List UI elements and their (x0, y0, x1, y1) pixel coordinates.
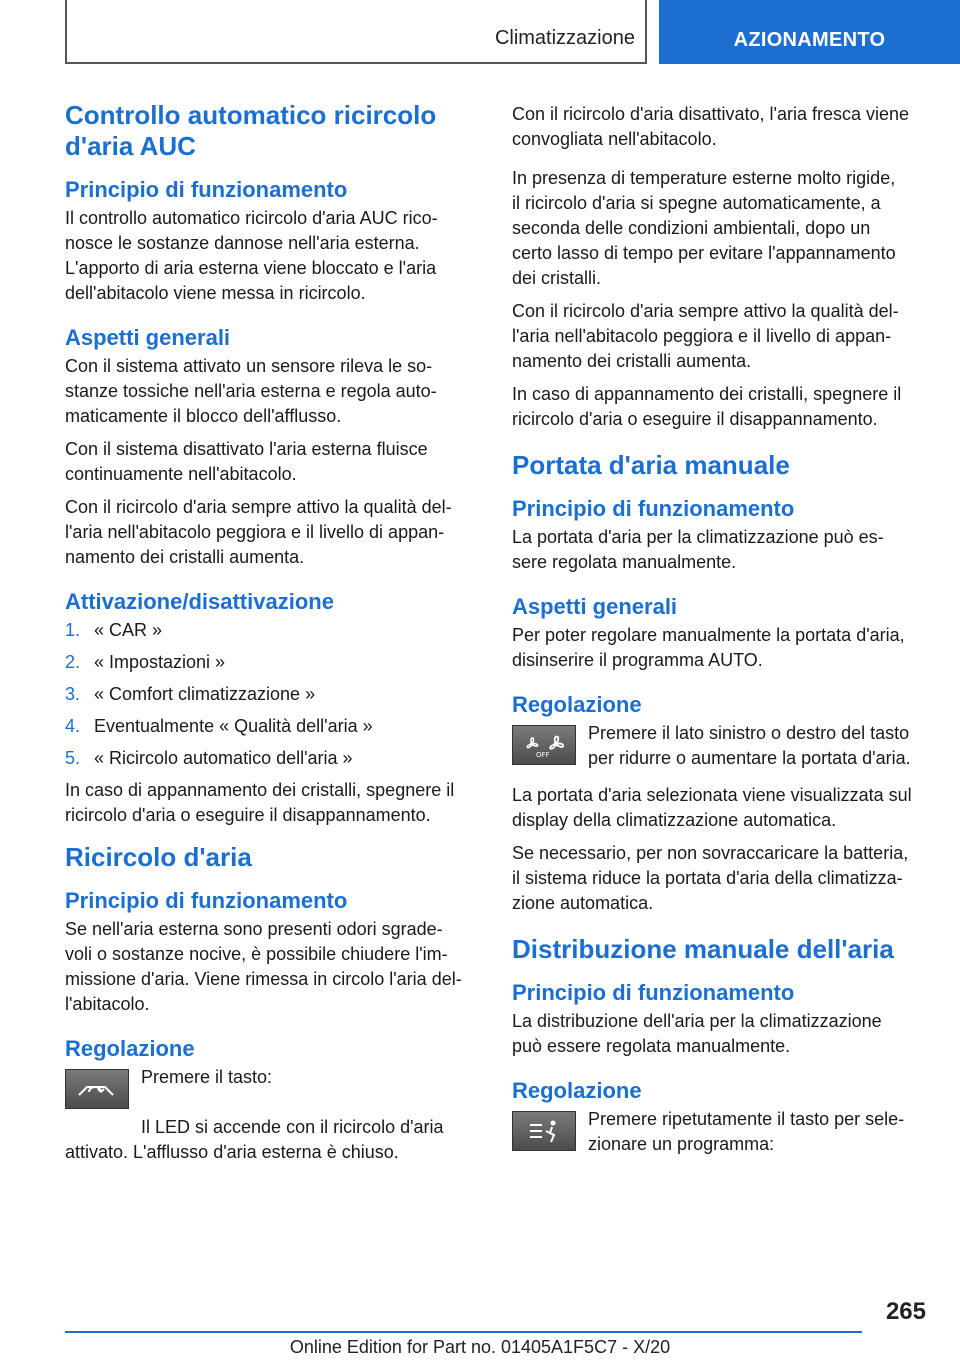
right-paragraph-1 (512, 102, 928, 152)
step-number: 2. (65, 652, 81, 672)
air-recirculation-icon (65, 1069, 129, 1109)
step-number: 5. (65, 748, 81, 768)
text-line: zionare un programma: (588, 1134, 775, 1154)
header-chapter-title: AZIONAMENTO (733, 29, 886, 51)
aspetti-paragraph-1 (65, 354, 481, 429)
text-line: Premere il lato sinistro o destro del tasto (588, 723, 910, 743)
text-line: l'aria nell'abitacolo peggiora e il livello di appan- (512, 326, 892, 346)
text-line: La distribuzione dell'aria per la climatizzazione (512, 1011, 882, 1031)
text-line: può essere regolata manualmente. (512, 1036, 791, 1056)
regolazione-heading: Regolazione (512, 1078, 642, 1103)
steps-list (65, 618, 481, 771)
aspetti-paragraph-2 (65, 437, 481, 487)
text-line: In caso di appannamento dei cristalli, spegnere il (512, 384, 902, 404)
footer-edition: Online Edition for Part no. 01405A1F5C7 - X/20 (289, 1337, 671, 1357)
aspetti-heading: Aspetti generali (65, 325, 231, 350)
svg-text:OFF: OFF (536, 751, 550, 758)
principio-heading: Principio di funzionamento (512, 980, 795, 1005)
recirc-led-text-cont (65, 1140, 481, 1165)
aspetti-heading: Aspetti generali (512, 594, 678, 619)
footer-divider (65, 1331, 862, 1333)
text-line: stanze tossiche nell'aria esterna e regola auto- (65, 381, 437, 401)
text-line: Con il sistema attivato un sensore rileva le so- (65, 356, 433, 376)
text-line: zione automatica. (512, 893, 654, 913)
text-line: Il controllo automatico ricircolo d'aria AUC rico- (65, 208, 438, 228)
distribution-button-row (512, 1107, 928, 1157)
text-line: Con il ricircolo d'aria sempre attivo la qualità del- (65, 497, 452, 517)
text-line: ricircolo d'aria o eseguire il disappannamento. (512, 409, 878, 429)
fan-button-row (512, 721, 928, 771)
left-column (65, 100, 481, 1173)
text-line: sere regolata manualmente. (512, 552, 737, 572)
auc-heading-line1: Controllo automatico ricircolo (65, 100, 437, 130)
regolazione-paragraph-1 (512, 783, 928, 833)
right-paragraph-4 (512, 382, 928, 432)
text-line: nosce le sostanze dannose nell'aria esterna. (65, 233, 420, 253)
right-paragraph-3 (512, 299, 928, 374)
text-line: ricircolo d'aria o eseguire il disappannamento. (65, 805, 431, 825)
list-item (65, 650, 481, 675)
text-line: Se necessario, per non sovraccaricare la batteria, (512, 843, 909, 863)
text-line: attivato. L'afflusso d'aria esterna è chiuso. (65, 1142, 399, 1162)
recirc-led-text (65, 1115, 481, 1140)
text-line: La portata d'aria selezionata viene visualizzata sul (512, 785, 912, 805)
text-line: l'abitacolo. (65, 994, 150, 1014)
header-chapter (659, 0, 960, 64)
step-number: 3. (65, 684, 81, 704)
list-item (65, 714, 481, 739)
principio-heading: Principio di funzionamento (65, 888, 348, 913)
auc-heading (65, 100, 481, 162)
text-line: La portata d'aria per la climatizzazione può es- (512, 527, 884, 547)
text-line: Premere ripetutamente il tasto per sele- (588, 1109, 905, 1129)
text-line: disinserire il programma AUTO. (512, 650, 763, 670)
page-number: 265 (885, 1298, 926, 1325)
header-section (65, 0, 647, 64)
distribution-button-text (588, 1107, 904, 1157)
step-text: « CAR » (94, 620, 163, 640)
step-text: Eventualmente « Qualità dell'aria » (94, 716, 373, 736)
auc-paragraph (65, 206, 481, 306)
attivazione-heading: Attivazione/disattivazione (65, 589, 334, 614)
regolazione-paragraph-2 (512, 841, 928, 916)
text-line: Con il sistema disattivato l'aria esterna fluisce (65, 439, 428, 459)
step-text: « Impostazioni » (94, 652, 226, 672)
text-line: namento dei cristalli aumenta. (512, 351, 752, 371)
portata-heading: Portata d'aria manuale (512, 450, 790, 480)
text-line: dell'abitacolo viene messa in ricircolo. (65, 283, 366, 303)
text-line: Con il ricircolo d'aria sempre attivo la qualità del- (512, 301, 899, 321)
text-line: il ricircolo d'aria si spegne automaticamente, a (512, 193, 881, 213)
text-line: convogliata nell'abitacolo. (512, 129, 717, 149)
principio-heading: Principio di funzionamento (512, 496, 795, 521)
list-item (65, 618, 481, 643)
text-line: seconda delle condizioni ambientali, dopo un (512, 218, 871, 238)
text-line: display della climatizzazione automatica. (512, 810, 837, 830)
step-number: 4. (65, 716, 81, 736)
text-line: per ridurre o aumentare la portata d'aria. (588, 748, 911, 768)
text-line: In caso di appannamento dei cristalli, spegnere il (65, 780, 455, 800)
text-line: certo lasso di tempo per evitare l'appannamento (512, 243, 896, 263)
text-line: Con il ricircolo d'aria disattivato, l'aria fresca viene (512, 104, 910, 124)
text-line: continuamente nell'abitacolo. (65, 464, 297, 484)
ricircolo-paragraph (65, 917, 481, 1017)
list-item (65, 746, 481, 771)
recirc-button-text (141, 1065, 272, 1090)
text-line: il sistema riduce la portata d'aria della climatizza- (512, 868, 903, 888)
right-column (512, 102, 928, 1157)
text-line: In presenza di temperature esterne molto rigide, (512, 168, 896, 188)
text-line: Se nell'aria esterna sono presenti odori sgrade- (65, 919, 443, 939)
step-text: « Comfort climatizzazione » (94, 684, 316, 704)
distribuzione-heading: Distribuzione manuale dell'aria (512, 934, 894, 964)
text-line: l'aria nell'abitacolo peggiora e il livello di appan- (65, 522, 445, 542)
aspetti-paragraph-3 (65, 495, 481, 570)
regolazione-heading: Regolazione (65, 1036, 195, 1061)
fan-off-icon (512, 725, 576, 765)
text-line: L'apporto di aria esterna viene bloccato e l'aria (65, 258, 437, 278)
text-line: Per poter regolare manualmente la portata d'aria, (512, 625, 905, 645)
list-item (65, 682, 481, 707)
right-paragraph-2 (512, 166, 928, 291)
text-line: Il LED si accende con il ricircolo d'aria (141, 1117, 444, 1137)
step-number: 1. (65, 620, 81, 640)
ricircolo-heading: Ricircolo d'aria (65, 842, 252, 872)
text-line: dei cristalli. (512, 268, 602, 288)
aspetti-paragraph (512, 623, 928, 673)
text-line: Premere il tasto: (141, 1067, 273, 1087)
text-line: maticamente il blocco dell'afflusso. (65, 406, 342, 426)
text-line: voli o sostanze nocive, è possibile chiudere l'im- (65, 944, 448, 964)
attivazione-note (65, 778, 481, 828)
recirc-button-row (65, 1065, 481, 1109)
regolazione-heading: Regolazione (512, 692, 642, 717)
text-line: namento dei cristalli aumenta. (65, 547, 305, 567)
header-section-title: Climatizzazione (494, 27, 635, 49)
auc-heading-line2: d'aria AUC (65, 131, 196, 161)
step-text: « Ricircolo automatico dell'aria » (94, 748, 353, 768)
distribuzione-paragraph (512, 1009, 928, 1059)
text-line: missione d'aria. Viene rimessa in circolo l'aria del- (65, 969, 462, 989)
air-distribution-icon (512, 1111, 576, 1151)
principio-heading: Principio di funzionamento (65, 177, 348, 202)
portata-paragraph (512, 525, 928, 575)
fan-button-text (588, 721, 911, 771)
